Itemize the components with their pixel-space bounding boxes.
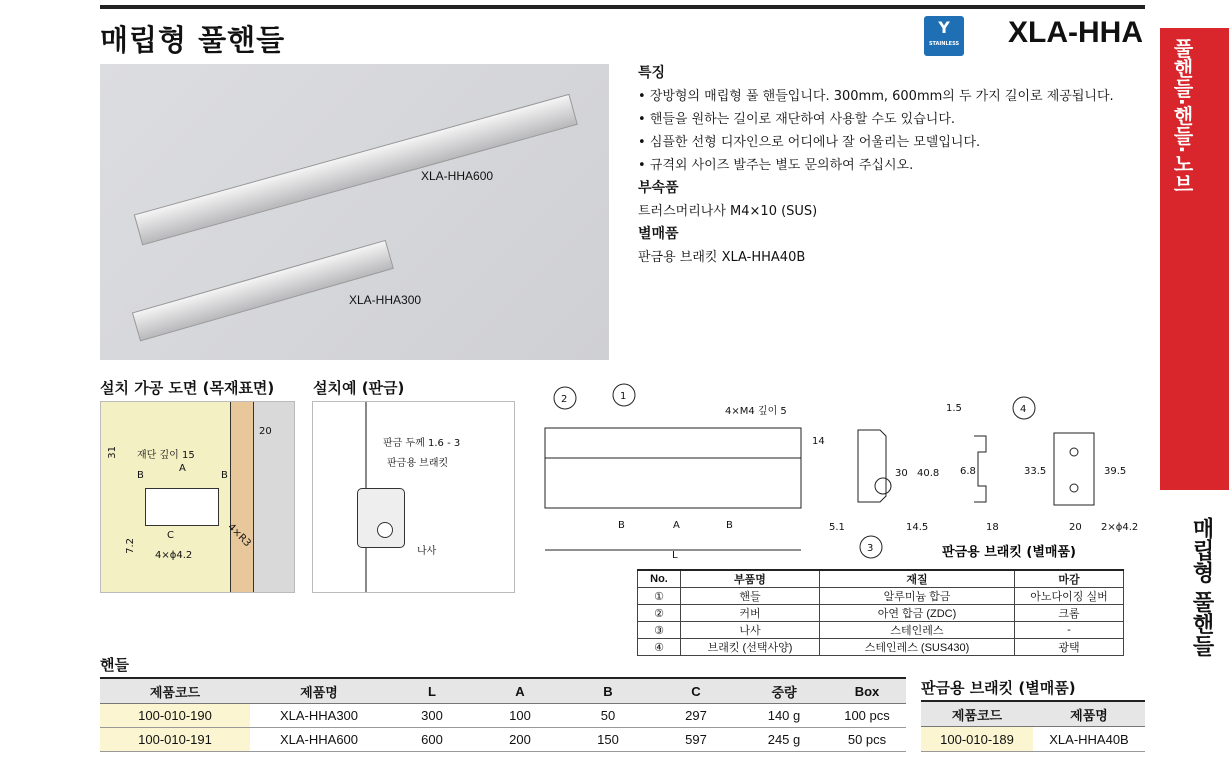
features-block: [638, 62, 1114, 269]
cutout-shape: [145, 488, 219, 526]
svg-text:1.5: 1.5: [946, 403, 962, 414]
svg-text:5.1: 5.1: [829, 522, 845, 533]
table-row: ④ 브래킷 (선택사양) 스테인레스 (SUS430) 광택: [638, 639, 1124, 656]
install-example: 판금 두께 1.6 - 3 판금용 브래킷 나사: [312, 401, 515, 593]
bracket-side-view: [858, 430, 886, 502]
bracket-shape: [357, 488, 405, 548]
svg-text:4×M4 깊이 5: 4×M4 깊이 5: [725, 406, 787, 417]
feature-item: • 장방형의 매립형 풀 핸들입니다. 300mm, 600mm의 두 가지 길이로 제공됩니다.: [638, 85, 1114, 108]
svg-text:33.5: 33.5: [1024, 466, 1047, 477]
side-label: 매립형 풀핸들: [1189, 517, 1214, 657]
svg-text:6.8: 6.8: [960, 466, 976, 477]
bracket-table: 제품코드 제품명 100-010-189 XLA-HHA40B: [921, 700, 1145, 752]
stainless-badge: Y STAINLESS: [924, 16, 964, 56]
svg-text:2×ϕ4.2: 2×ϕ4.2: [1101, 522, 1139, 533]
bracket-front-view: [1054, 433, 1094, 505]
svg-text:2: 2: [561, 394, 568, 405]
features-heading: 특징: [638, 65, 666, 81]
bracket-screw: [875, 478, 891, 494]
install-example-title: 설치예 (판금): [313, 379, 405, 397]
svg-text:39.5: 39.5: [1104, 466, 1127, 477]
separate-text: 판금용 브래킷 XLA-HHA40B: [638, 250, 806, 265]
handle-300-image: [132, 240, 394, 342]
technical-drawing: [540, 378, 1145, 568]
table-row: 100-010-190 XLA-HHA300 300 100 50 297 140 g 100 pcs: [100, 704, 906, 728]
feature-item: • 규격외 사이즈 발주는 별도 문의하여 주십시오.: [638, 154, 1114, 177]
handle-outline: [545, 428, 801, 508]
svg-text:B: B: [618, 520, 625, 531]
bracket-hole: [1070, 448, 1078, 456]
stainless-icon: Y: [938, 18, 950, 37]
table-row: ② 커버 아연 합금 (ZDC) 크롬: [638, 605, 1124, 622]
category-tab[interactable]: 풀핸들·핸들·노브: [1160, 28, 1229, 490]
parts-table: [637, 569, 1124, 656]
model-code: XLA-HHA: [1008, 16, 1143, 49]
feature-item: • 심플한 선형 디자인으로 어디에나 잘 어울리는 모델입니다.: [638, 131, 1114, 154]
accessory-text: 트러스머리나사 M4×10 (SUS): [638, 204, 818, 219]
col-header: 재질: [820, 570, 1015, 588]
separate-heading: 별매품: [638, 226, 679, 242]
bracket-title: 판금용 브래킷 (별매품): [921, 679, 1076, 697]
spec-table: 제품코드 제품명 L A B C 중량 Box 100-010-190 XLA-HHA300 300 100 50 297 140 g 100 pcs 100-010-191 XLA-HHA600 600 200 150 597 245 g 50 pcs: [100, 677, 906, 752]
product-photo: [100, 64, 609, 360]
svg-text:1: 1: [620, 391, 627, 402]
svg-text:20: 20: [1069, 522, 1082, 533]
handle-600-image: [134, 94, 578, 246]
svg-text:14.5: 14.5: [906, 522, 929, 533]
svg-text:3: 3: [867, 543, 874, 554]
top-rule: [100, 5, 1145, 9]
svg-text:18: 18: [986, 522, 999, 533]
screw-icon: [377, 522, 393, 538]
table-row: 100-010-189 XLA-HHA40B: [921, 727, 1145, 752]
svg-text:L: L: [672, 550, 678, 561]
svg-text:40.8: 40.8: [917, 468, 940, 479]
col-header: No.: [638, 570, 681, 588]
wood-section: [230, 402, 254, 592]
svg-text:14: 14: [812, 436, 825, 447]
table-row: 100-010-191 XLA-HHA600 600 200 150 597 245 g 50 pcs: [100, 728, 906, 752]
table-row: ① 핸들 알루미늄 합금 아노다이징 실버: [638, 588, 1124, 605]
page-title: 매립형 풀핸들: [100, 23, 286, 57]
svg-text:A: A: [673, 520, 680, 531]
svg-text:4: 4: [1020, 404, 1027, 415]
accessory-heading: 부속품: [638, 180, 679, 196]
feature-item: • 핸들을 원하는 길이로 재단하여 사용할 수도 있습니다.: [638, 108, 1114, 131]
col-header: 마감: [1015, 570, 1124, 588]
install-drawing: 20 재단 깊이 15 31 B A B C 4×R3 7.2 4×ϕ4.2: [100, 401, 295, 593]
bracket-caption: 판금용 브래킷 (별매품): [942, 545, 1076, 560]
col-header: 부품명: [681, 570, 820, 588]
label-600: XLA-HHA600: [421, 169, 494, 183]
table-row: ③ 나사 스테인레스 -: [638, 622, 1124, 639]
label-300: XLA-HHA300: [349, 293, 422, 307]
svg-text:B: B: [726, 520, 733, 531]
svg-text:30: 30: [895, 468, 908, 479]
bracket-hole: [1070, 484, 1078, 492]
install-drawing-title: 설치 가공 도면 (목재표면): [100, 379, 275, 397]
spec-title: 핸들: [100, 656, 129, 674]
